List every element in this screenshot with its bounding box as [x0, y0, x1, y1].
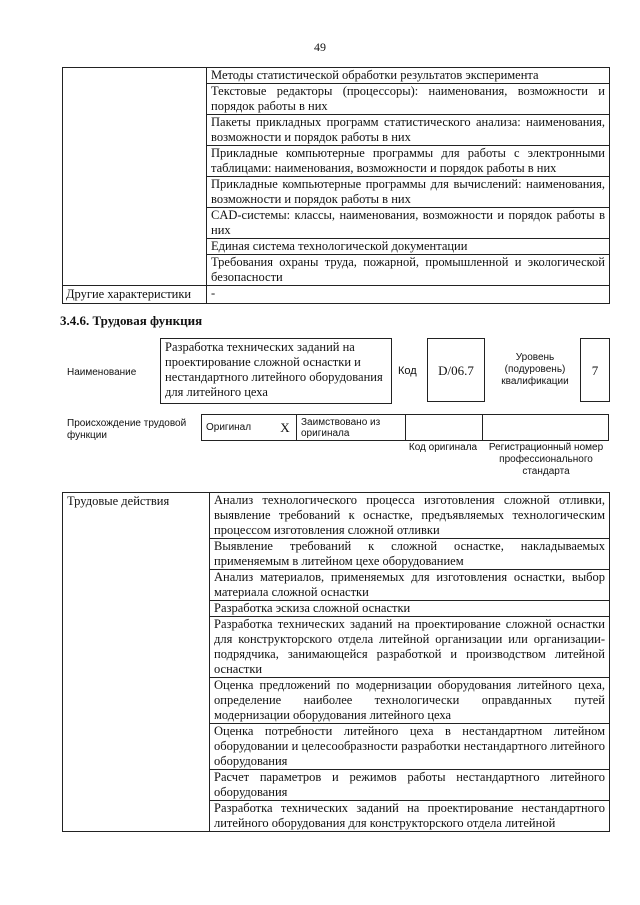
table-cell: Прикладные компьютерные программы для работы с электронными таблицами: наименования, возможности и порядок работы в них [207, 146, 610, 177]
section-heading: 3.4.6. Трудовая функция [60, 313, 203, 328]
level-label: Уровень (подуровень) квалификации [501, 352, 569, 387]
labor-actions-label: Трудовые действия [63, 493, 210, 832]
origin-label: Происхождение трудовой функции [67, 418, 187, 441]
table-cell: Анализ материалов, применяемых для изготовления оснастки, выбор материала сложной оснастки [210, 570, 610, 601]
code-original-label: Код оригинала [408, 442, 478, 453]
code-value-box: D/06.7 [427, 338, 485, 402]
name-label: Наименование [67, 367, 137, 378]
table-cell: Единая система технологической документации [207, 239, 610, 255]
table-cell: Оценка предложений по модернизации оборудования литейного цеха, определение наиболее технологически оправданных путей модернизации оборудования литейного цеха [210, 678, 610, 724]
table-cell: Анализ технологического процесса изготовления сложной отливки, выявление требований к оснастке, предъявляемых технологическим процессом изготовления сложной отливки [210, 493, 610, 539]
table-cell: Пакеты прикладных программ статистического анализа: наименования, возможности и порядок работы в них [207, 115, 610, 146]
table-cell: Выявление требований к сложной оснастке, накладываемых применяемым в литейном цехе оборудованием [210, 539, 610, 570]
table-cell: CAD-системы: классы, наименования, возможности и порядок работы в них [207, 208, 610, 239]
function-name-box: Разработка технических заданий на проектирование сложной оснастки и нестандартного литейного оборудования для литейного цеха [160, 338, 392, 404]
code-label: Код [398, 365, 417, 377]
reg-number-label: Регистрационный номер профессионального стандарта [488, 442, 604, 477]
knowledge-table [62, 67, 610, 304]
original-mark: X [274, 415, 297, 441]
labor-actions-table [62, 492, 610, 832]
origin-table [201, 414, 609, 441]
table-cell: Прикладные компьютерные программы для вычислений: наименования, возможности и порядок работы в них [207, 177, 610, 208]
page-number: 49 [314, 40, 326, 54]
table-cell: Разработка технических заданий на проектирование сложной оснастки для конструкторского отдела литейной организации или организации-подрядчика, занимающейся разработкой и производством литейной оснастки [210, 617, 610, 678]
other-characteristics-label: Другие характеристики [63, 286, 207, 304]
table-cell: Разработка технических заданий на проектирование нестандартного литейного оборудования для конструкторского отдела литейной [210, 801, 610, 832]
table-row-label-empty [63, 68, 207, 286]
table-cell: Текстовые редакторы (процессоры): наименования, возможности и порядок работы в них [207, 84, 610, 115]
original-label: Оригинал [202, 415, 275, 441]
table-cell: Оценка потребности литейного цеха в нестандартном литейном оборудовании и целесообразности разработки нестандартного литейного оборудования [210, 724, 610, 770]
table-cell: Требования охраны труда, пожарной, промышленной и экологической безопасности [207, 255, 610, 286]
code-original-cell [406, 415, 483, 441]
level-value-box: 7 [580, 338, 610, 402]
table-cell: Разработка эскиза сложной оснастки [210, 601, 610, 617]
other-characteristics-value: - [207, 286, 610, 304]
reg-number-cell [483, 415, 609, 441]
borrowed-label: Заимствовано из оригинала [297, 415, 406, 441]
table-cell: Расчет параметров и режимов работы нестандартного литейного оборудования [210, 770, 610, 801]
table-cell: Методы статистической обработки результатов эксперимента [207, 68, 610, 84]
